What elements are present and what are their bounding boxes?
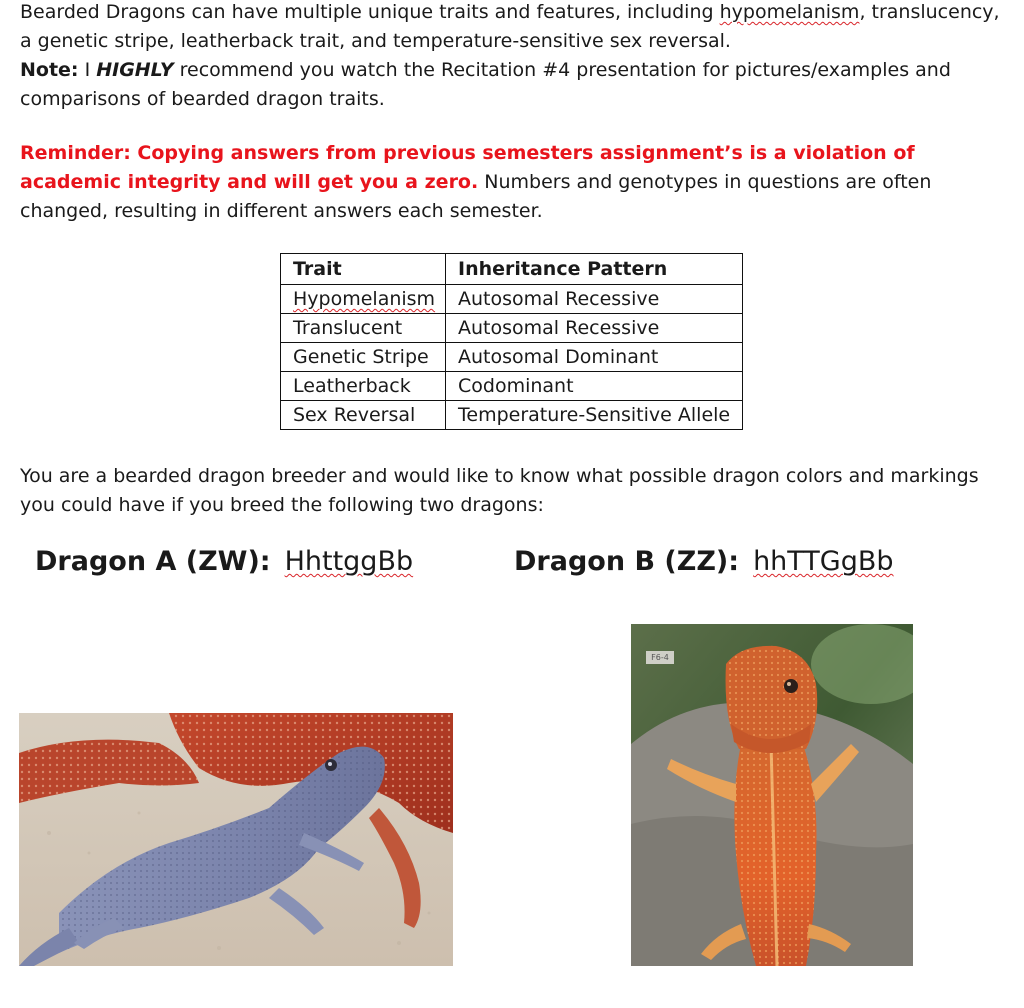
dragon-b-photo [631,624,913,966]
cell-pattern: Temperature-Sensitive Allele [446,401,743,430]
table-header-row [281,254,743,285]
cell-pattern: Autosomal Recessive [446,285,743,314]
question-paragraph: You are a bearded dragon breeder and would like to know what possible dragon colors and markings you could have if you breed the following two dragons: [20,465,979,516]
dragon-a-genotype: HhttggBb [284,546,414,577]
cell-pattern: Autosomal Recessive [446,314,743,343]
trait-text: Hypomelanism [293,288,436,310]
note-post: recommend you watch the Recitation #4 presentation for pictures/examples and comparisons of bearded dragon traits. [20,59,951,110]
reminder-rest: Numbers and genotypes in questions are often changed, resulting in different answers each semester. [20,171,932,222]
table-row [281,401,743,430]
intro-text-before: Bearded Dragons can have multiple unique traits and features, including [20,1,720,23]
photo-tag: F6-4 [646,651,674,664]
note-label: Note: [20,59,79,81]
table-row [281,372,743,401]
cell-trait: Sex Reversal [281,401,446,430]
cell-trait [281,285,446,314]
dragon-b-name: Dragon B (ZZ): [514,546,740,577]
hypomelanism-word: hypomelanism [719,1,860,23]
cell-pattern: Codominant [446,372,743,401]
cell-trait: Genetic Stripe [281,343,446,372]
dragon-b-genotype: hhTTGgBb [753,546,894,577]
table-row [281,314,743,343]
dragon-b-label [514,546,894,577]
dragon-a-photo [19,713,453,966]
dragon-a-name: Dragon A (ZW): [35,546,271,577]
header-pattern: Inheritance Pattern [446,254,743,285]
dragon-a-label [35,546,413,577]
table-row [281,343,743,372]
table-row [281,285,743,314]
intro-text-after: , translucency, a genetic stripe, leatherback trait, and temperature-sensitive sex reversal. [20,1,1000,52]
cell-trait: Leatherback [281,372,446,401]
header-trait: Trait [281,254,446,285]
cell-pattern: Autosomal Dominant [446,343,743,372]
cell-trait: Translucent [281,314,446,343]
traits-table [280,253,743,430]
intro-paragraph [20,0,1005,114]
note-emphasis: HIGHLY [96,59,174,81]
note-pre: I [78,59,97,81]
reminder-paragraph [20,139,1005,226]
reminder-warning: Reminder: Copying answers from previous semesters assignment’s is a violation of academic integrity and will get you a zero. [20,142,915,193]
